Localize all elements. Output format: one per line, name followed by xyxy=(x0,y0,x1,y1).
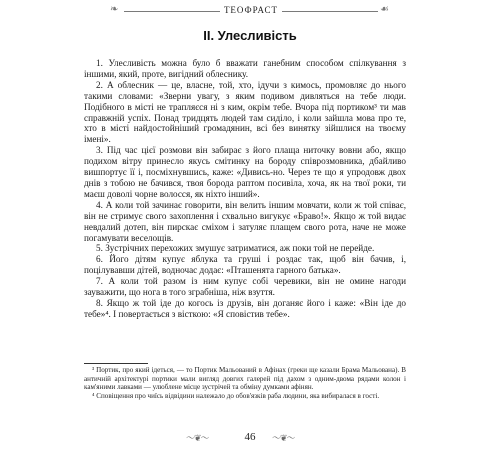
running-header-title: ТЕОФРАСТ xyxy=(223,5,279,15)
header-rule-right xyxy=(282,11,378,12)
footnote-divider xyxy=(84,363,148,364)
page-number: 46 xyxy=(244,431,256,443)
footnotes xyxy=(84,366,406,400)
paragraph-7: 7. А коли той разом із ним купує собі черевики, він не омине нагоди зауважити, що нога в того зграбніша, ніж взуття. xyxy=(84,276,406,298)
paragraph-4: 4. А коли той зачинає говорити, він велить іншим мовчати, коли ж той співає, він не стримує свого захоплення і схвально вигукує «Браво!». Якщо ж той видає невдалий дотеп, він пирскає сміхом і затуляє плащем свого рота, наче не може погамувати веселощів. xyxy=(84,199,406,243)
body-text xyxy=(84,58,406,320)
paragraph-3: 3. Під час цієї розмови він забирає з його плаща ниточку вовни або, якщо подихом вітру принесло якусь смітинку на бороду співрозмовника, дбайливо вишпортує її і, посміхнувшись, каже: «Дивись-но. Через те що я упродовж двох днів з тобою не бачився, твоя борода раптом посивіла, хоча, як на твої роки, ти маєш доволі чорне волосся, як ніхто інший». xyxy=(84,145,406,199)
header-ornament-left-icon: ❧ xyxy=(110,4,119,15)
paragraph-6: 6. Його дітям купує яблука та груші і роздає так, щоб він бачив, і, поцілувавши дітей, водночас додає: «Пташенята гарного батька». xyxy=(84,254,406,276)
footnote-4: ⁴ Сповіщення про чиїсь відвідини належало до обов'язків раба людини, яка вибиралася в гості. xyxy=(92,391,380,400)
paragraph-5: 5. Зустрічних перехожих змушує затриматися, аж поки той не перейде. xyxy=(96,243,375,254)
paragraph-8: 8. Якщо ж той іде до когось із друзів, він доганяє його і каже: «Він іде до тебе»⁴. І повертається з вісткою: «Я сповістив тебе». xyxy=(84,297,406,319)
paragraph-1: 1. Улесливість можна було б вважати ганебним способом спілкування з іншими, який, проте, вигідний облеснику. xyxy=(84,58,406,79)
folio-ornament-left-icon: 〜❦〜 xyxy=(186,433,209,443)
paragraph-2: 2. А облесник — це, власне, той, хто, ідучи з кимось, промовляє до нього такими словами: «Зверни увагу, з яким подивом дивляться на тебе люди. Подібного в місті не трапляєся ні з ким, окрім тебе. Вчора під портиком³ ти мав справжній успіх. Понад тридцять людей там сиділо, і коли зайшла мова про те, хто в місті найдостойніший громадянин, всі без винятку зійшлися на твоєму імені». xyxy=(84,79,406,145)
page-folio xyxy=(186,431,314,445)
chapter-title: II. Улесливість xyxy=(203,28,297,43)
header-rule-left xyxy=(124,11,220,12)
running-header xyxy=(110,3,390,17)
header-ornament-right-icon: ☙ xyxy=(380,4,389,15)
footnote-3: ³ Портик, про який ідеться, — то Портик Мальований в Афінах (греки ще казали Брама Мальована). В античній архітектурі портики мали вигляд довгих галерей під дахом з одним-двома рядами колон і кам'яними лавками — улюблене місце зустрічей та обміну думками афінян. xyxy=(84,366,406,392)
folio-ornament-right-icon: 〜❦〜 xyxy=(272,433,295,443)
